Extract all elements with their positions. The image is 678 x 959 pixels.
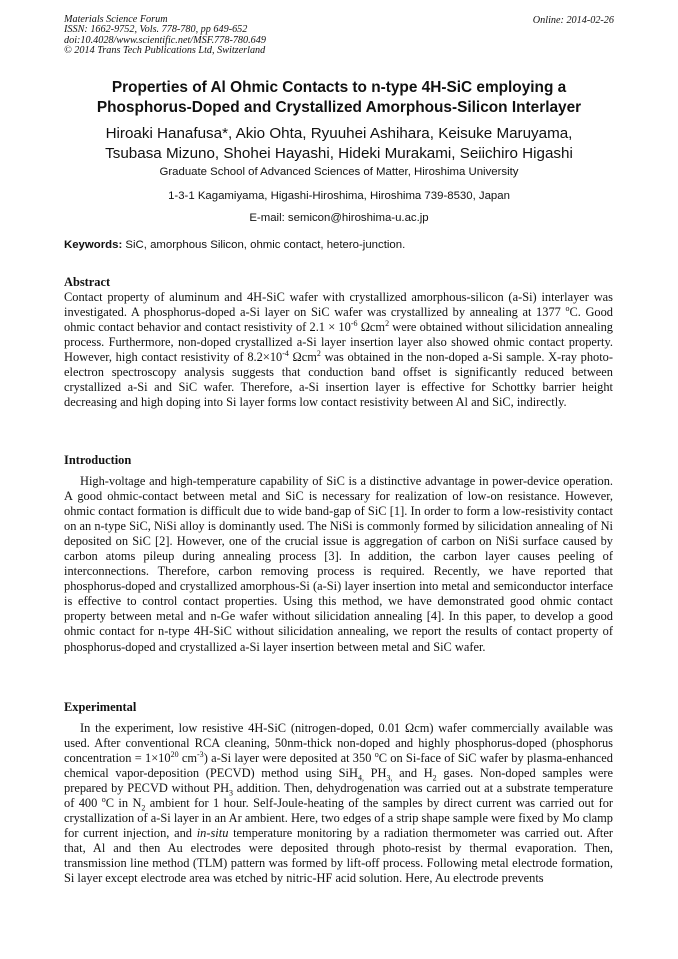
experimental-heading: Experimental [64, 700, 137, 714]
abstract-body: Contact property of aluminum and 4H-SiC wafer with crystallized amorphous-silicon (a-Si) interlayer was investigated. A phosphorus-doped a-Si layer on SiC wafer was crystallized by annealing at 1377 $^o$C. Good ohmic contact behavior and contact resistivity of $2.1 \times 10^{-6}$ Ωcm$^2$ were obtained without silicidation annealing process. Furthermore, non-doped crystallized a-Si layer insertion layer also showed ohmic contact property. However, high contact resistivity of $8.2\times 10^{-4}$ Ωcm$^2$ was obtained in the non-doped a-Si sample. X-ray photo-electron spectroscopy analysis suggests that conduction band offset is significantly reduced between crystallized a-Si and SiC wafer. Therefore, a-Si insertion layer is effective for Schottky barrier height decreasing and high doping into Si layer forms low contact resistivity between Al and SiC, indirectly. [64, 290, 613, 410]
online-date: Online: 2014-02-26 [532, 15, 614, 26]
affiliation-address: 1-3-1 Kagamiyama, Higashi-Hiroshima, Hiroshima 739-8530, Japan [168, 190, 510, 202]
paper-title [40, 78, 638, 118]
experimental-body: In the experiment, low resistive 4H-SiC (nitrogen-doped, 0.01 Ωcm) wafer commercially available was used. After conventional RCA cleaning, 50nm-thick non-doped and highly phosphorus-doped (phosphorus concentration = $1\times 10^{20}$ $cm^{-3}$) a-Si layer were deposited at 350 $^o$C on Si-face of SiC wafer by plasma-enhanced chemical vapor-deposition (PECVD) method using SiH$_{4,}$ $PH_{3,}$ and $H_2$ gases. Non-doped samples were prepared by PECVD without $PH_3$ addition. Then, dehydrogenation was carried out at a substrate temperature of 400 $^o$C in $N_2$ ambient for 1 hour. Self-Joule-heating of the samples by direct current was carried out for crystallization of a-Si layer in an Ar ambient. Here, two edges of a strip shape sample were fixed by Mo clamp for current injection, and in-situ temperature monitoring by a radiation thermometer was carried out. After that, Al and then Au electrodes were deposited through photo-resist by thermal evaporation. Then, transmission line method (TLM) pattern was formed by lift-off process. Following metal electrode formation, Si layer except electrode area was etched by nitric-HF acid solution. Here, Au electrode prevents [64, 721, 614, 886]
keywords-label: Keywords: [64, 239, 123, 251]
keywords-text: SiC, amorphous Silicon, ohmic contact, hetero-junction. [122, 239, 406, 251]
authors-line-1: Hiroaki Hanafusa*, Akio Ohta, Ryuuhei Ashihara, Keisuke Maruyama, [105, 125, 573, 142]
affiliation-school: Graduate School of Advanced Sciences of Matter, Hiroshima University [159, 166, 519, 178]
doi-line: doi:10.4028/www.scientific.net/MSF.778-780.649 [64, 34, 266, 46]
copyright-line: © 2014 Trans Tech Publications Ltd, Switzerland [64, 45, 266, 57]
introduction-heading: Introduction [64, 453, 132, 467]
authors-line-2: Tsubasa Mizuno, Shohei Hayashi, Hideki Murakami, Seiichiro Higashi [105, 145, 573, 162]
introduction-body: High-voltage and high-temperature capability of SiC is a distinctive advantage in power-device operation. A good ohmic-contact between metal and SiC is necessary for realization of low-on resistance. However, ohmic contact formation is difficult due to wide band-gap of SiC [1]. In order to form a low-resistivity contact on an n-type SiC, NiSi alloy is dominantly used. The NiSi is commonly formed by silicidation annealing of Ni deposited on SiC [2]. However, one of the crucial issue is aggregation of carbon on NiSi surface caused by carbon atoms pileup during annealing process [3]. In addition, the carbon layer causes peeling of interconnections. Therefore, carbon removing process is required. Recently, we have reported that phosphorus-doped and crystallized amorphous-Si (a-Si) layer insertion into metal and semiconductor interface is effective to control contact properties. Using this method, we have demonstrated good ohmic contact property between metal and n-Ge wafer without silicidation annealing [4]. In this paper, to develop a good ohmic contact for n-type 4H-SiC without silicidation annealing, we report the results of contact property of phosphorus-doped and crystallized a-Si layer insertion between metal and SiC wafer. [64, 474, 613, 654]
abstract-heading: Abstract [64, 275, 111, 289]
author-list [40, 124, 638, 164]
affiliation-email: E-mail: semicon@hiroshima-u.ac.jp [249, 212, 429, 224]
title-line-1: Properties of Al Ohmic Contacts to n-type 4H-SiC employing a [111, 79, 567, 96]
issn-line: ISSN: 1662-9752, Vols. 778-780, pp 649-652 [64, 24, 248, 36]
journal-name: Materials Science Forum [64, 14, 168, 25]
title-line-2: Phosphorus-Doped and Crystallized Amorphous-Silicon Interlayer [96, 99, 582, 116]
keywords-line [64, 239, 405, 251]
journal-header [64, 15, 266, 57]
